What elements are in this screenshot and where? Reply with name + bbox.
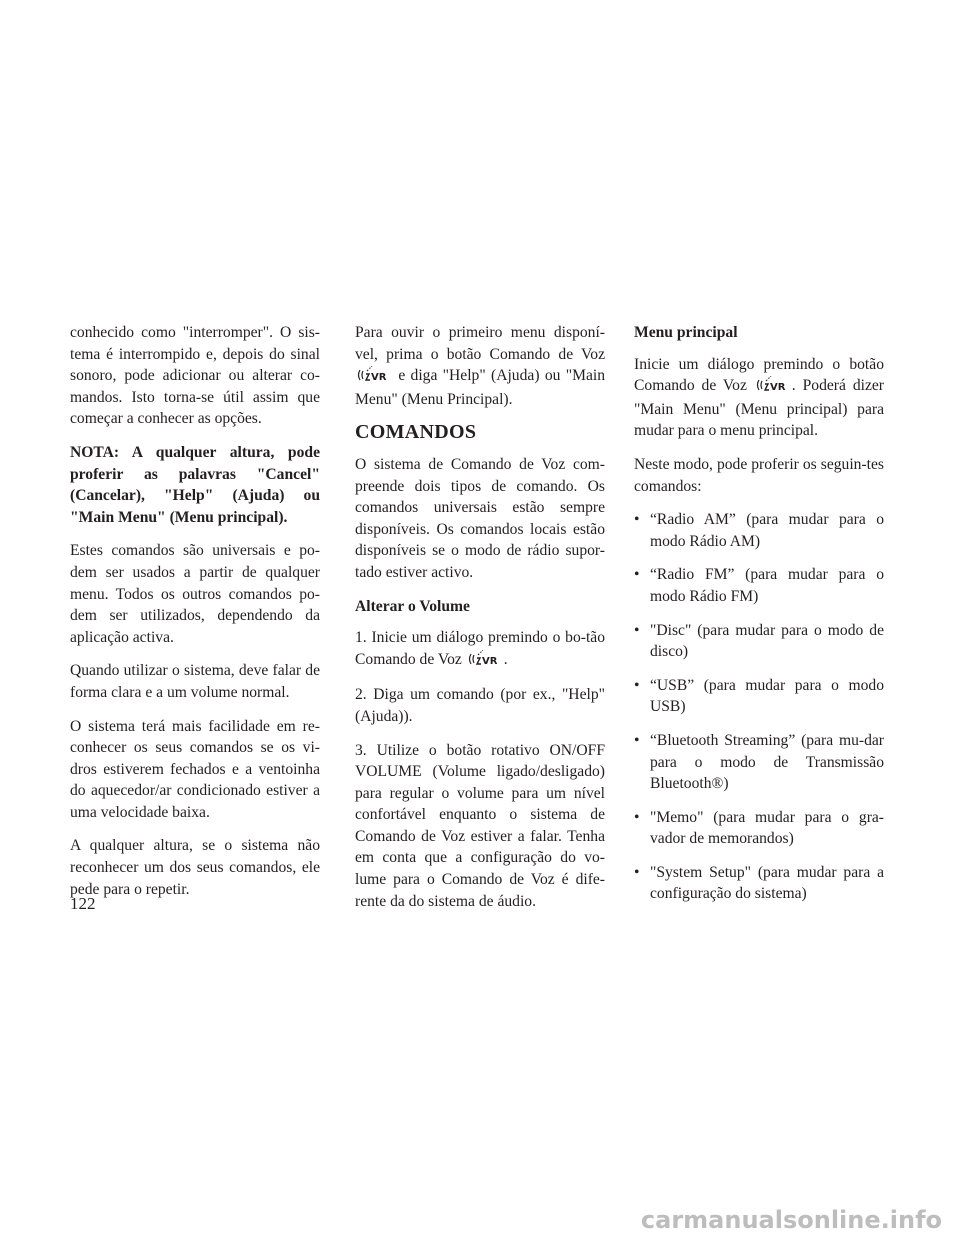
step-2: 2. Diga um comando (por ex., "Help" (Ajuda)).: [355, 686, 605, 725]
first-menu-text-b: e diga "Help" (Ajuda) ou "Main Menu" (Menu Principal).: [355, 367, 605, 408]
paragraph-intro: conhecido como "interromper". O sis-tema é interrompido e, depois do sinal sonoro, pode adicionar ou alterar co-mandos. Isto torna-se útil assim que começar a conhecer as opções.: [70, 324, 320, 428]
column-1: [70, 322, 320, 912]
list-item-text: “Radio AM” (para mudar para o modo Rádio AM): [650, 511, 884, 550]
svg-text:VR: VR: [769, 382, 786, 393]
first-menu-text-a: Para ouvir o primeiro menu disponí-vel, prima o botão Comando de Voz: [355, 324, 605, 363]
bullet-icon: •: [634, 731, 640, 749]
list-item: [634, 675, 884, 718]
paragraph-commands-intro: Neste modo, pode proferir os seguin-tes comandos:: [634, 455, 884, 495]
list-item: [634, 564, 884, 607]
list-item-text: "Memo" (para mudar para o gra-vador de memorandos): [650, 808, 884, 848]
svg-text:VR: VR: [481, 655, 498, 666]
paragraph-repeat: A qualquer altura, se o sistema não reconhecer um dos seus comandos, ele pede para o repetir.: [70, 837, 320, 898]
paragraph-windows: O sistema terá mais facilidade em re-conhecer os seus comandos se os vi-dros estiverem fechados e a ventoinha do aquecedor/ar condicionado estiver a uma velocidade baixa.: [70, 717, 320, 821]
column-2: [355, 322, 605, 924]
paragraph-universal: Estes comandos são universais e po-dem ser usados a partir de qualquer menu. Todos os outros comandos po-dem ser utilizados, dependendo da aplicação activa.: [70, 542, 320, 646]
list-item: [634, 730, 884, 795]
subheading-main-menu: Menu principal: [634, 324, 738, 341]
watermark: [640, 1182, 960, 1242]
main-menu-text-a: Inicie um diálogo premindo o botão Comando de Voz: [634, 355, 884, 395]
list-item-text: “USB” (para mudar para o modo USB): [650, 676, 884, 716]
paragraph-first-menu: [355, 322, 605, 410]
voice-command-icon: [357, 366, 391, 389]
list-item-text: "Disc" (para mudar para o modo de disco): [650, 621, 884, 661]
list-item: [634, 807, 884, 850]
section-heading-comandos: COMANDOS: [355, 421, 477, 444]
paragraph-speak-clearly: Quando utilizar o sistema, deve falar de forma clara e a um volume normal.: [70, 662, 320, 701]
voice-command-icon: [756, 376, 790, 399]
bullet-icon: •: [634, 621, 640, 639]
step-3: 3. Utilize o botão rotativo ON/OFF VOLUME (Volume ligado/desligado) para regular o volume para um nível confortável enquanto o sistema de Comando de Voz estiver a falar. Tenha em conta que a configuração do vo-lume para o Comando de Voz é dife-rente da do sistema de áudio.: [355, 741, 605, 910]
voice-command-icon: [468, 650, 502, 673]
step-1-text-b: .: [503, 650, 508, 668]
paragraph-main-menu: [634, 354, 884, 442]
step-1-text-a: 1. Inicie um diálogo premindo o bo-tão Comando de Voz: [355, 629, 605, 668]
note-paragraph: NOTA: A qualquer altura, pode proferir as palavras "Cancel" (Cancelar), "Help" (Ajuda) ou "Main Menu" (Menu principal).: [70, 443, 320, 526]
list-item: [634, 509, 884, 552]
bullet-icon: •: [634, 566, 640, 584]
page-number: 122: [70, 894, 96, 913]
column-3: [634, 322, 884, 917]
list-item-text: “Radio FM” (para mudar para o modo Rádio FM): [650, 566, 884, 605]
bullet-icon: •: [634, 808, 640, 826]
step-1: [355, 627, 605, 672]
list-item-text: “Bluetooth Streaming” (para mu-dar para o modo de Transmissão Bluetooth®): [650, 731, 884, 793]
bullet-icon: •: [634, 676, 640, 694]
list-item: [634, 862, 884, 905]
watermark-text: carmanualsonline.info: [640, 1206, 942, 1234]
bullet-icon: •: [634, 511, 640, 529]
svg-text:VR: VR: [371, 372, 387, 383]
paragraph-command-types: O sistema de Comando de Voz com-preende dois tipos de comando. Os comandos universais estão sempre disponíveis. Os comandos locais estão disponíveis se o modo de rádio supor-tado estiver activo.: [355, 455, 605, 581]
subheading-volume: Alterar o Volume: [355, 597, 470, 615]
main-menu-text-b: . Poderá dizer "Main Menu" (Menu principal) para mudar para o menu principal.: [634, 377, 884, 440]
command-list: [634, 509, 884, 905]
bullet-icon: •: [634, 863, 640, 881]
list-item-text: "System Setup" (para mudar para a configuração do sistema): [650, 863, 884, 903]
list-item: [634, 620, 884, 663]
